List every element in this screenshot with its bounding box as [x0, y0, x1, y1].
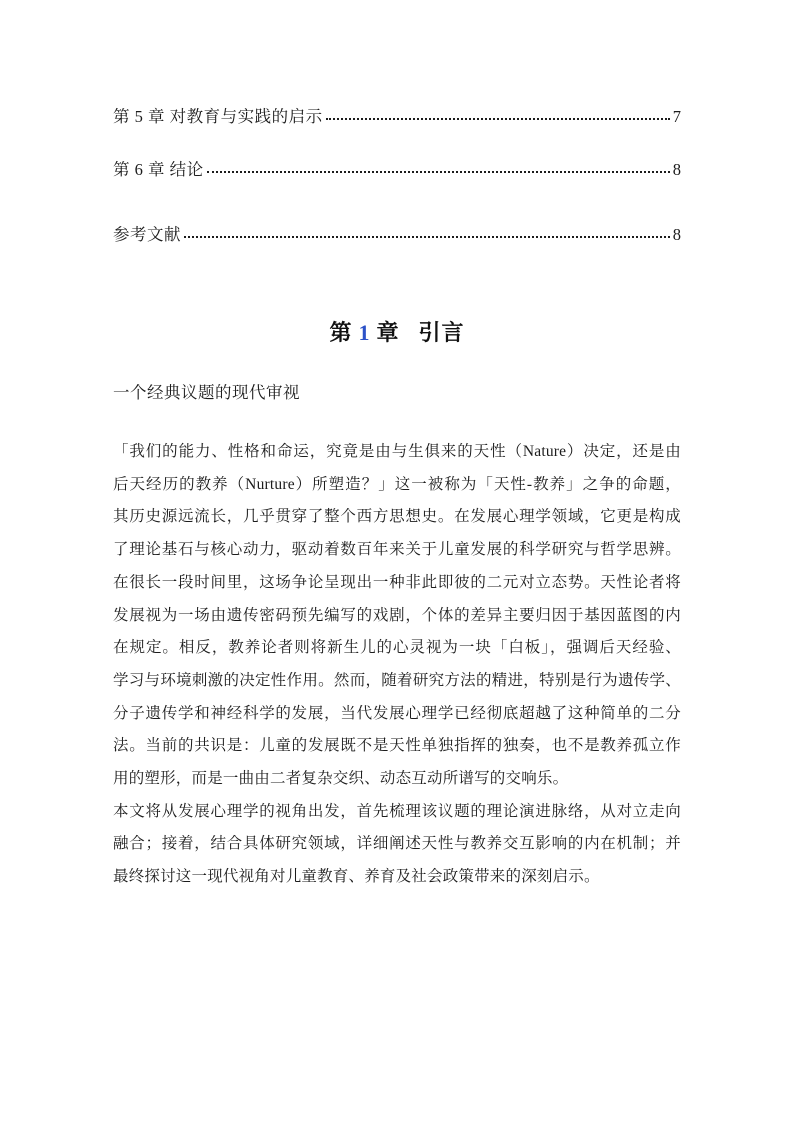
text-line: 最终探讨这一现代视角对儿童教育、养育及社会政策带来的深刻启示。 [113, 868, 600, 886]
text-line: 融合；接着，结合具体研究领域，详细阐述天性与教养交互影响的内在机制；并 [113, 835, 681, 853]
body-text [113, 436, 681, 894]
text-line: 法。当前的共识是：儿童的发展既不是天性单独指挥的独奏，也不是教养孤立作 [113, 737, 681, 755]
toc-page-number: 7 [672, 107, 681, 126]
toc-dot-leader [181, 224, 673, 246]
text-line: 「我们的能力、性格和命运，究竟是由与生俱来的天性（Nature）决定，还是由 [113, 443, 681, 460]
text-line: 本文将从发展心理学的视角出发，首先梳理该议题的理论演进脉络，从对立走向 [113, 802, 681, 820]
chapter-heading-number: 1 [358, 320, 371, 345]
chapter-heading-prefix: 第 [329, 320, 353, 345]
text-line: 其历史源远流长，几乎贯穿了整个西方思想史。在发展心理学领域，它更是构成 [113, 508, 681, 526]
toc-entry [113, 159, 681, 181]
section-subtitle: 一个经典议题的现代审视 [113, 383, 300, 402]
text-line: 在很长一段时间里，这场争论呈现出一种非此即彼的二元对立态势。天性论者将 [113, 573, 681, 591]
text-line: 学习与环境刺激的决定性作用。然而，随着研究方法的精进，特别是行为遗传学、 [113, 671, 681, 689]
table-of-contents [113, 106, 681, 246]
chapter-heading-title: 引言 [418, 320, 465, 345]
toc-page-number: 8 [672, 160, 681, 179]
chapter-heading [113, 318, 681, 348]
text-line: 分子遗传学和神经科学的发展，当代发展心理学已经彻底超越了这种简单的二分 [113, 704, 681, 722]
text-line: 了理论基石与核心动力，驱动着数百年来关于儿童发展的科学研究与哲学思辨。 [113, 541, 681, 559]
toc-dot-leader [204, 159, 673, 181]
toc-entry-label: 参考文献 [113, 225, 181, 244]
text-line: 用的塑形，而是一曲由二者复杂交织、动态互动所谱写的交响乐。 [113, 770, 569, 788]
toc-entry-label: 第 6 章 结论 [113, 160, 204, 179]
toc-page-number: 8 [672, 225, 681, 244]
toc-dot-leader [323, 106, 673, 128]
text-line: 在规定。相反，教养论者则将新生儿的心灵视为一块「白板」，强调后天经验、 [113, 639, 681, 657]
paragraph [113, 436, 681, 796]
toc-entry [113, 106, 681, 128]
toc-entry [113, 224, 681, 246]
text-line: 后天经历的教养（Nurture）所塑造？」这一被称为「天性-教养」之争的命题， [113, 475, 681, 493]
text-line: 发展视为一场由遗传密码预先编写的戏剧，个体的差异主要归因于基因蓝图的内 [113, 606, 681, 624]
paragraph [113, 796, 681, 894]
chapter-heading-suffix: 章 [376, 320, 400, 345]
toc-entry-label: 第 5 章 对教育与实践的启示 [113, 107, 323, 126]
